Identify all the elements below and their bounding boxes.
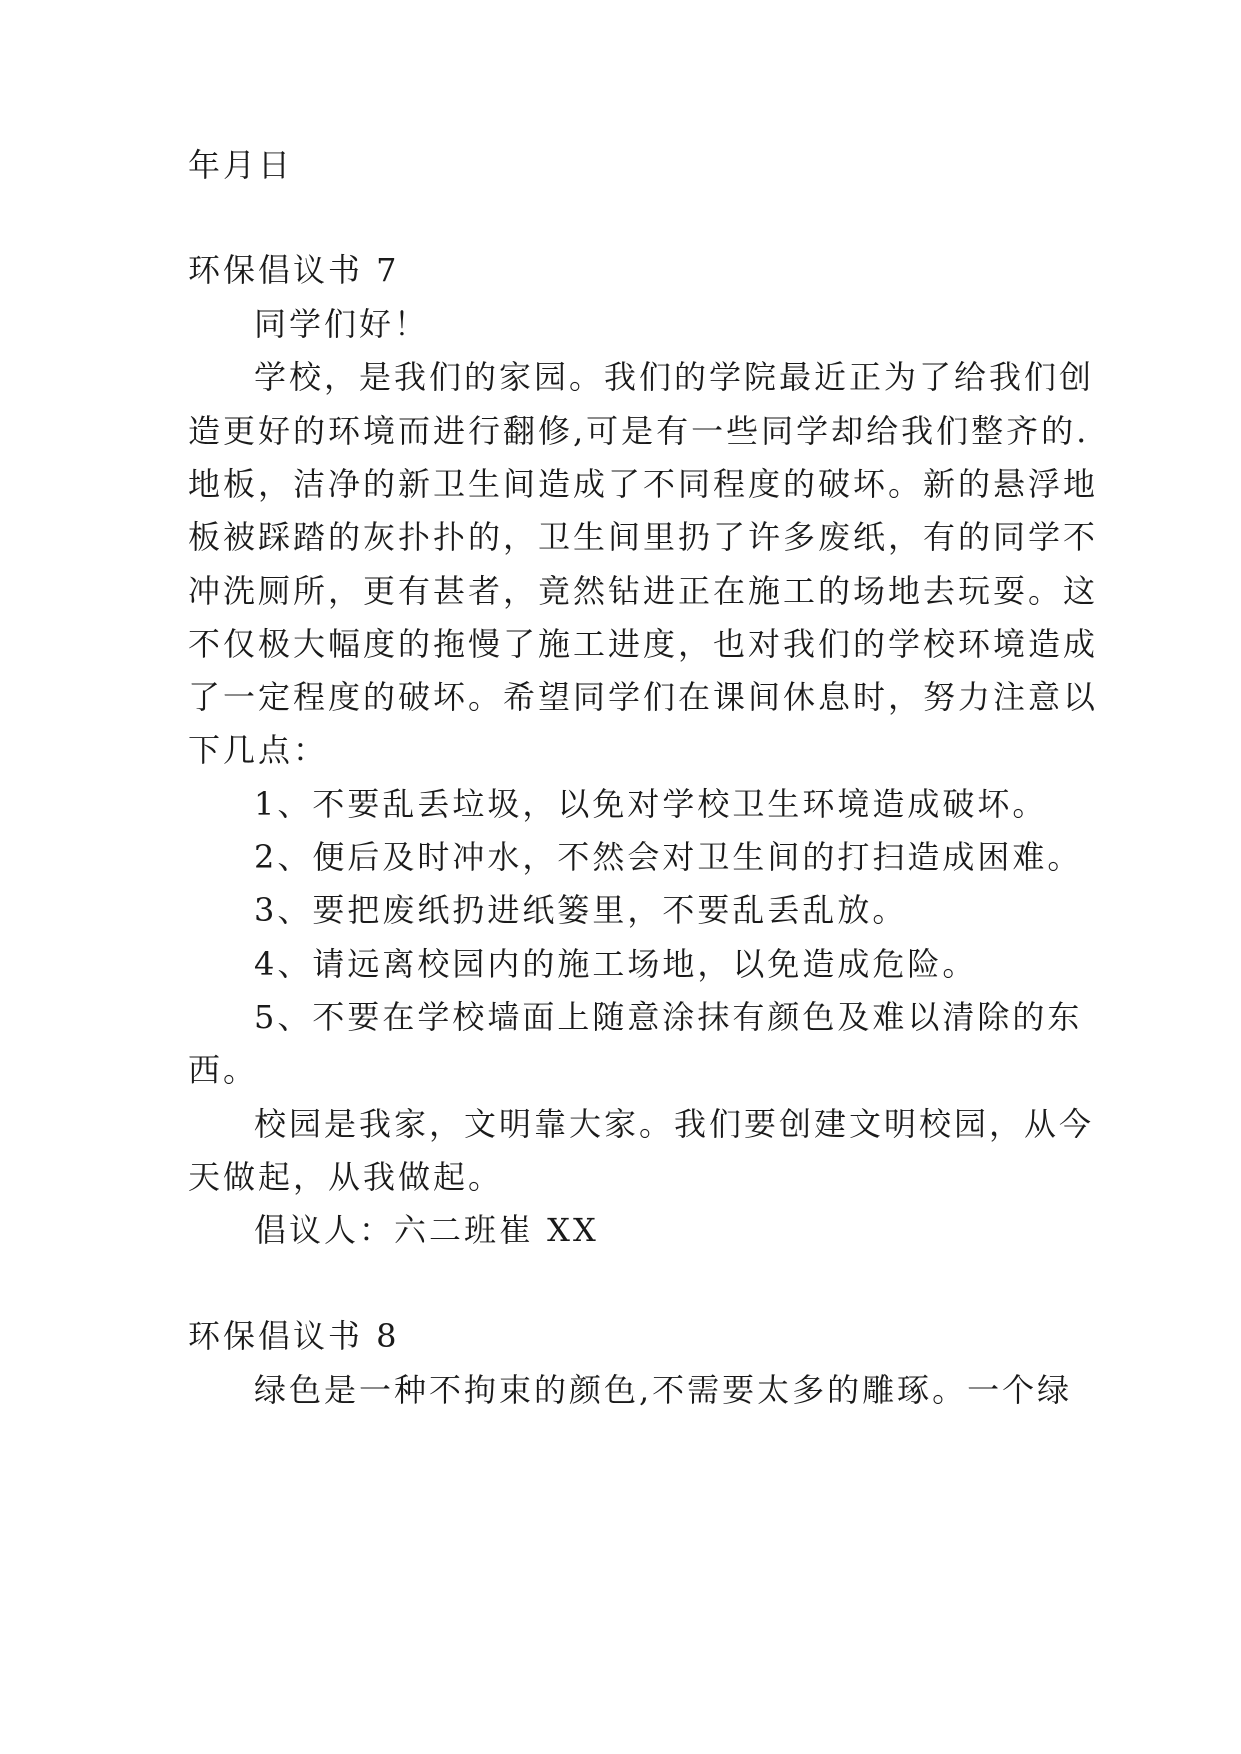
- list-item: 2、便后及时冲水，不然会对卫生间的打扫造成困难。: [254, 838, 1083, 876]
- closing-line: 校园是我家，文明靠大家。我们要创建文明校园，从今: [254, 1105, 1095, 1143]
- paragraph-line: 板被踩踏的灰扑扑的，卫生间里扔了许多废纸，有的同学不: [188, 518, 1099, 556]
- paragraph-line: 下几点：: [188, 731, 329, 769]
- list-item: 5、不要在学校墙面上随意涂抹有颜色及难以清除的东: [254, 998, 1083, 1036]
- date-line: 年月日: [188, 146, 294, 184]
- signature: 倡议人：六二班崔 XX: [254, 1211, 599, 1249]
- list-item: 4、请远离校园内的施工场地，以免造成危险。: [254, 945, 978, 983]
- list-item: 3、要把废纸扔进纸篓里，不要乱丢乱放。: [254, 891, 908, 929]
- paragraph-line: 不仅极大幅度的拖慢了施工进度，也对我们的学校环境造成: [188, 625, 1099, 663]
- section-7-heading: 环保倡议书 7: [188, 251, 400, 289]
- section-8-first-line: 绿色是一种不拘束的颜色,不需要太多的雕琢。一个绿: [254, 1371, 1073, 1409]
- paragraph-line: 地板，洁净的新卫生间造成了不同程度的破坏。新的悬浮地: [188, 465, 1099, 503]
- list-item-continuation: 西。: [188, 1051, 259, 1089]
- paragraph-line: 了一定程度的破坏。希望同学们在课间休息时，努力注意以: [188, 678, 1099, 716]
- list-item: 1、不要乱丢垃圾，以免对学校卫生环境造成破坏。: [254, 785, 1048, 823]
- paragraph-line: 冲洗厕所，更有甚者，竟然钻进正在施工的场地去玩耍。这: [188, 572, 1099, 610]
- greeting: 同学们好！: [254, 305, 430, 343]
- paragraph-line: 学校，是我们的家园。我们的学院最近正为了给我们创: [254, 358, 1095, 396]
- section-8-heading: 环保倡议书 8: [188, 1317, 400, 1355]
- paragraph-line: 造更好的环境而进行翻修,可是有一些同学却给我们整齐的.: [188, 412, 1090, 450]
- closing-line: 天做起，从我做起。: [188, 1158, 504, 1196]
